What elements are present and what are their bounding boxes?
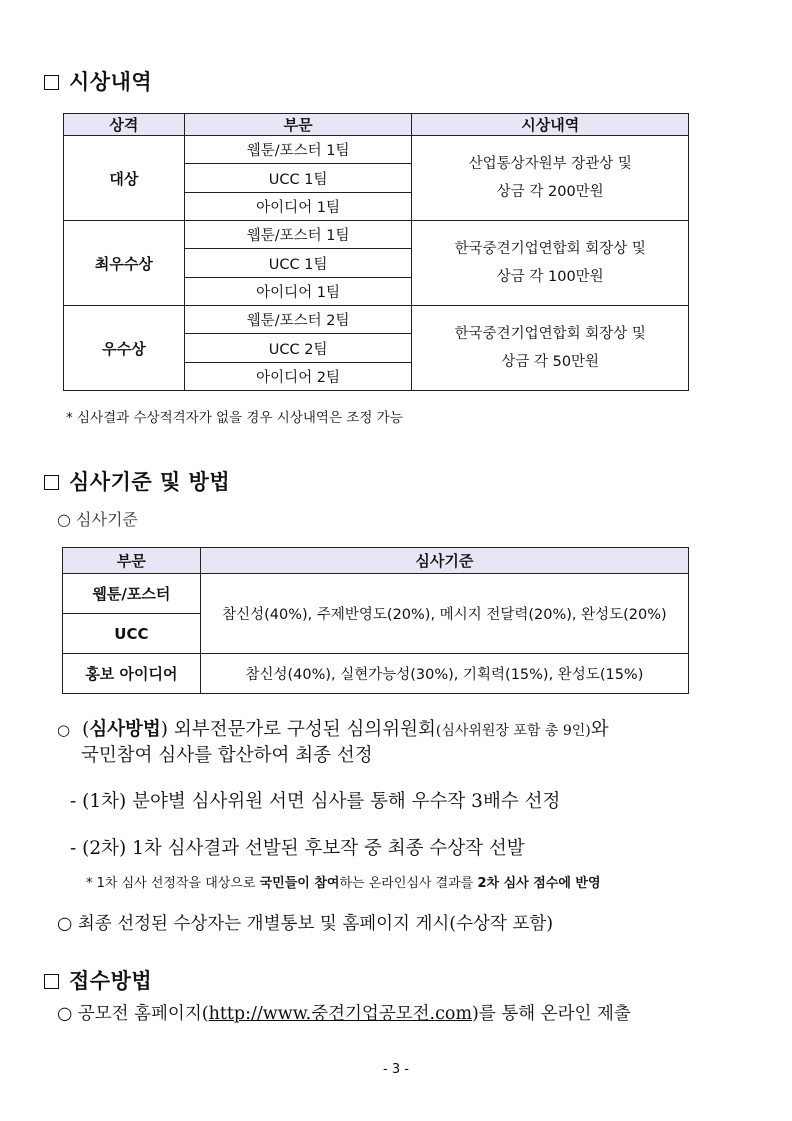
awards-table [63, 113, 689, 391]
criteria-cell: 참신성(40%), 실현가능성(30%), 기획력(15%), 완성도(15%) [200, 654, 688, 694]
criteria-section-title: 심사기준 및 방법 [44, 466, 230, 496]
homepage-link[interactable]: http://www.중견기업공모전.com [208, 1004, 473, 1024]
awards-note: * 심사결과 수상적격자가 없을 경우 시상내역은 조정 가능 [66, 410, 403, 426]
criteria-table [62, 547, 689, 694]
table-row [63, 654, 689, 694]
category-cell: UCC [63, 614, 201, 654]
table-row [64, 221, 689, 249]
category-cell: 아이디어 1팀 [184, 278, 412, 306]
table-row [64, 136, 689, 164]
category-cell: 아이디어 1팀 [184, 193, 412, 221]
table-row [64, 306, 689, 334]
criteria-label: ○ 심사기준 [57, 510, 138, 529]
category-cell: UCC 2팀 [184, 334, 412, 363]
checkbox-square-icon [44, 475, 59, 490]
header-category: 부문 [184, 114, 412, 136]
category-cell: 웹툰/포스터 2팀 [184, 306, 412, 334]
method-final: ○ 최종 선정된 수상자는 개별통보 및 홈페이지 게시(수상작 포함) [57, 914, 554, 934]
grade-cell: 대상 [64, 136, 185, 221]
header-prize: 시상내역 [412, 114, 689, 136]
checkbox-square-icon [44, 75, 59, 90]
category-cell: 웹툰/포스터 1팀 [184, 221, 412, 249]
method-label: 심사방법 [89, 719, 161, 740]
table-header-row [64, 114, 689, 136]
category-cell: 아이디어 2팀 [184, 363, 412, 391]
prize-cell: 산업통상자원부 장관상 및 상금 각 200만원 [412, 136, 689, 221]
category-cell: 웹툰/포스터 1팀 [184, 136, 412, 164]
method-step-1: - (1차) 분야별 심사위원 서면 심사를 통해 우수작 3배수 선정 [70, 791, 561, 812]
checkbox-square-icon [44, 974, 59, 989]
table-header-row [63, 548, 689, 574]
table-row [63, 574, 689, 614]
method-step-2: - (2차) 1차 심사결과 선발된 후보작 중 최종 수상작 선발 [70, 838, 525, 859]
category-cell: 웹툰/포스터 [63, 574, 201, 614]
criteria-cell: 참신성(40%), 주제반영도(20%), 메시지 전달력(20%), 완성도(20%) [200, 574, 688, 654]
category-cell: UCC 1팀 [184, 164, 412, 193]
grade-cell: 우수상 [64, 306, 185, 391]
header-category: 부문 [63, 548, 201, 574]
prize-cell: 한국중견기업연합회 회장상 및 상금 각 100만원 [412, 221, 689, 306]
header-criteria: 심사기준 [200, 548, 688, 574]
method-note: * 1차 심사 선정작을 대상으로 국민들이 참여하는 온라인심사 결과를 2차 심사 점수에 반영 [86, 876, 601, 891]
category-cell: UCC 1팀 [184, 249, 412, 278]
submit-line: ○ 공모전 홈페이지(http://www.중견기업공모전.com)를 통해 온라인 제출 [57, 1004, 631, 1024]
grade-cell: 최우수상 [64, 221, 185, 306]
method-line-1: ○ (심사방법) 외부전문가로 구성된 심의위원회(심사위원장 포함 총 9인)와 [57, 719, 609, 740]
prize-cell: 한국중견기업연합회 회장상 및 상금 각 50만원 [412, 306, 689, 391]
method-line-2: 국민참여 심사를 합산하여 최종 선정 [81, 745, 373, 766]
page-number: - 3 - [383, 1062, 409, 1077]
awards-section-title: 시상내역 [44, 66, 152, 96]
category-cell: 홍보 아이디어 [63, 654, 201, 694]
submit-section-title: 접수방법 [44, 965, 152, 995]
header-grade: 상격 [64, 114, 185, 136]
